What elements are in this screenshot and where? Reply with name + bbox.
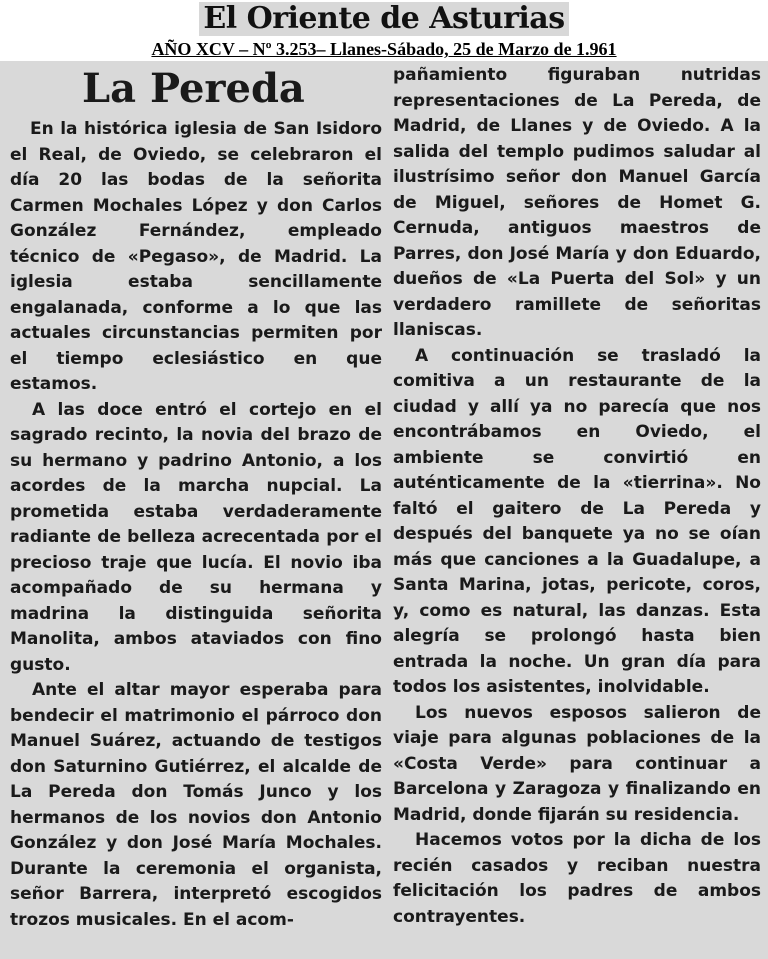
- paragraph: En la histórica iglesia de San Isidoro el Real, de Oviedo, se celebraron el día 20 las bodas de la señorita Carmen Mochales López y don Carlos González Fernández, empleado técnico de «Pegaso», de Madrid. La iglesia estaba sencillamente engalanada, conforme a lo que las actuales circunstancias permiten por el tiempo eclesiástico en que estamos.: [10, 119, 382, 394]
- dateline: AÑO XCV – Nº 3.253– Llanes-Sábado, 25 de Marzo de 1.961: [151, 39, 617, 59]
- paragraph: A continuación se trasladó la comitiva a un restaurante de la ciudad y allí ya no parecía que nos encontrábamos en Oviedo, el ambiente se convirtió en auténticamente de la «tierrina». No faltó el gaitero de La Pereda y después del banquete ya no se oían más que canciones a la Guadalupe, a Santa Marina, jotas, pericote, coros, y, como es natural, las danzas. Esta alegría se prolongó hasta bien entrada la noche. Un gran día para todos los asistentes, inolvidable.: [393, 345, 761, 697]
- paragraph: Los nuevos esposos salieron de viaje para algunas poblaciones de la «Costa Verde» para continuar a Barcelona y Zaragoza y finalizando en Madrid, donde fijarán su residencia.: [393, 702, 761, 825]
- article-right-column: [393, 61, 761, 930]
- newspaper-clipping: [0, 61, 768, 959]
- paragraph: Hacemos votos por la dicha de los recién casados y reciban nuestra felicitación los padres de ambos contrayentes.: [393, 830, 761, 927]
- paragraph: Ante el altar mayor esperaba para bendecir el matrimonio el párroco don Manuel Suárez, actuando de testigos don Saturnino Gutiérrez, el alcalde de La Pereda don Tomás Junco y los hermanos de los novios don Antonio González y don José María Mochales. Durante la ceremonia el organista, señor Barrera, interpretó escogidos trozos musicales. En el acom-: [10, 680, 382, 930]
- article-left-column: [10, 61, 382, 933]
- article-headline: La Pereda: [82, 65, 305, 112]
- masthead: [0, 0, 768, 38]
- newspaper-title: El Oriente de Asturias: [199, 2, 568, 36]
- paragraph: A las doce entró el cortejo en el sagrado recinto, la novia del brazo de su hermano y padrino Antonio, a los acordes de la marcha nupcial. La prometida estaba verdaderamente radiante de belleza acrecentada por el precioso traje que lucía. El novio iba acompañado de su hermana y madrina la distinguida señorita Manolita, ambos ataviados con fino gusto.: [10, 399, 382, 675]
- paragraph: pañamiento figuraban nutridas representaciones de La Pereda, de Madrid, de Llanes y de Oviedo. A la salida del templo pudimos saludar al ilustrísimo señor don Manuel García de Miguel, señores de Homet G. Cernuda, antiguos maestros de Parres, don José María y don Eduardo, dueños de «La Puerta del Sol» y un verdadero ramillete de señoritas llaniscas.: [393, 65, 761, 340]
